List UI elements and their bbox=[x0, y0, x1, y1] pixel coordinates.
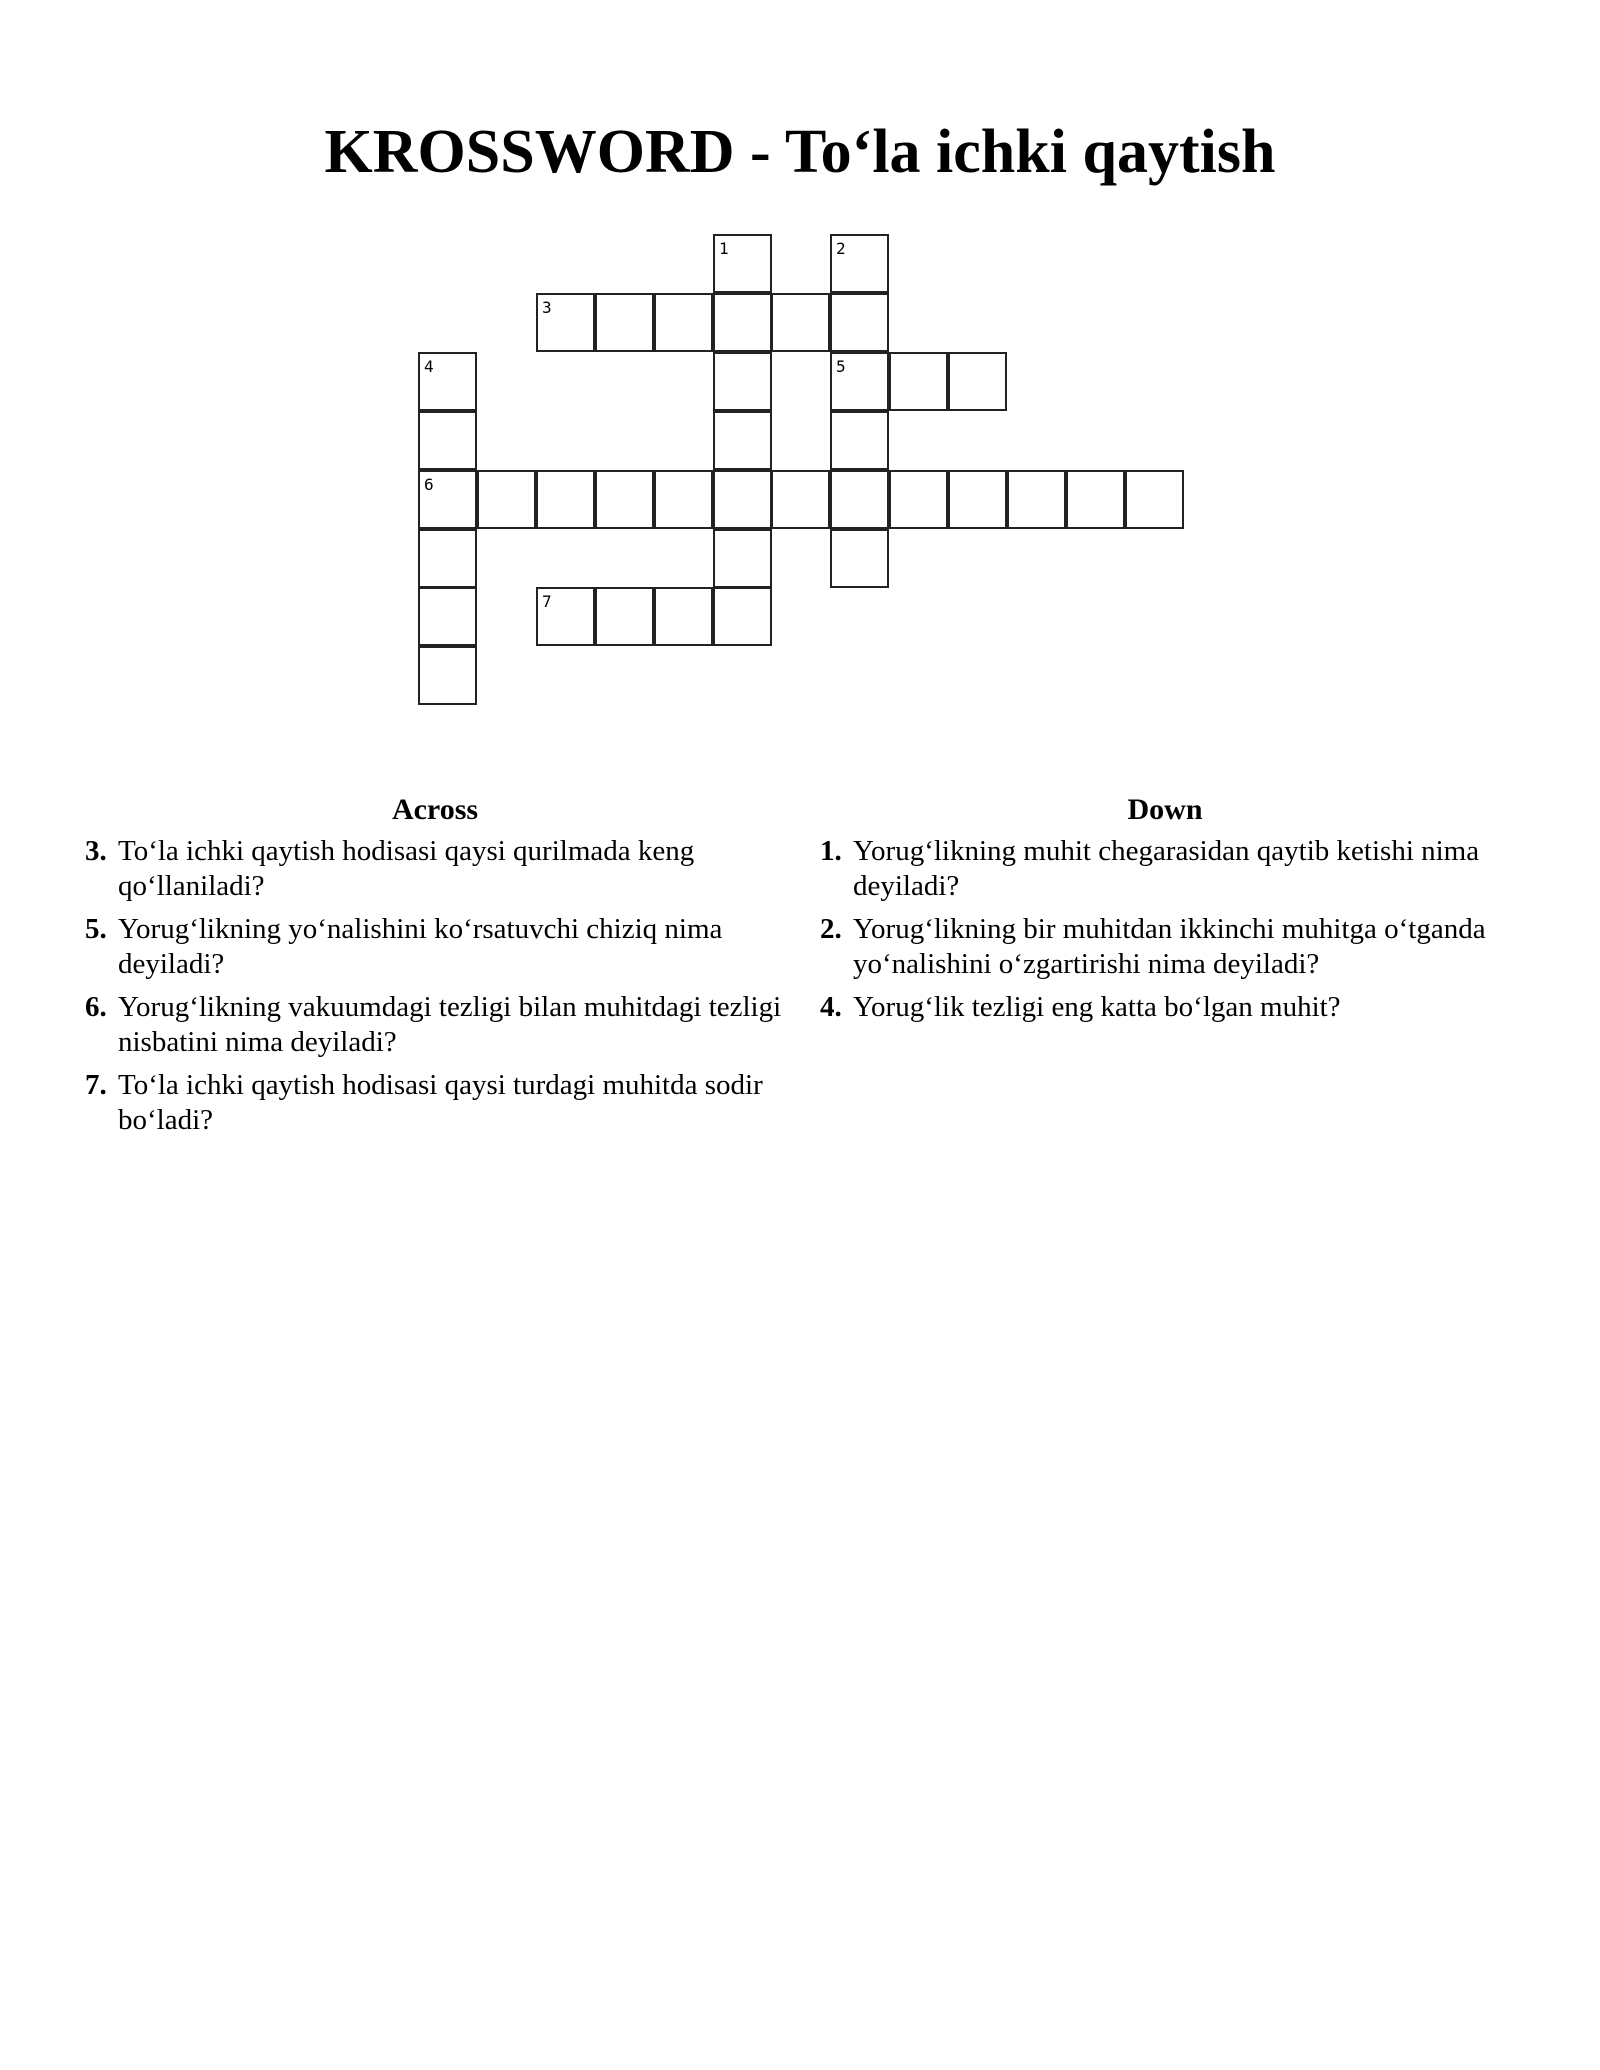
clue-text: Yorug‘likning muhit chegarasidan qaytib ketishi nima deyiladi? bbox=[853, 835, 1480, 902]
down-clue bbox=[820, 834, 1510, 904]
across-heading: Across bbox=[391, 793, 479, 826]
grid-cell[interactable] bbox=[830, 293, 889, 352]
clue-text: Yorug‘likning vakuumdagi tezligi bilan muhitdagi tezligi nisbatini nima deyiladi? bbox=[118, 991, 782, 1058]
clue-number: 4. bbox=[820, 991, 842, 1023]
clue-number: 1. bbox=[820, 835, 842, 867]
across-clue bbox=[85, 834, 785, 904]
grid-cell[interactable] bbox=[477, 470, 536, 529]
grid-cell[interactable] bbox=[418, 470, 477, 529]
clue-number: 3. bbox=[85, 835, 107, 867]
cell-number: 4 bbox=[424, 357, 434, 376]
grid-cell[interactable] bbox=[713, 529, 772, 588]
grid-cell[interactable] bbox=[713, 411, 772, 470]
grid-cell[interactable] bbox=[948, 352, 1007, 411]
grid-cell[interactable] bbox=[771, 470, 830, 529]
cell-number: 7 bbox=[542, 592, 552, 611]
grid-cell[interactable] bbox=[713, 293, 772, 352]
grid-cell[interactable] bbox=[418, 646, 477, 705]
cell-number: 6 bbox=[424, 475, 434, 494]
page-title: KROSSWORD - To‘la ichki qaytish bbox=[324, 118, 1276, 186]
grid-cell[interactable] bbox=[830, 352, 889, 411]
across-clue bbox=[85, 912, 785, 982]
grid-cell[interactable] bbox=[418, 352, 477, 411]
grid-cell[interactable] bbox=[1125, 470, 1184, 529]
grid-cell[interactable] bbox=[713, 587, 772, 646]
clue-text: To‘la ichki qaytish hodisasi qaysi qurilmada keng qo‘llaniladi? bbox=[118, 835, 695, 902]
cell-number: 3 bbox=[542, 298, 552, 317]
across-clue bbox=[85, 1068, 785, 1138]
cell-number: 1 bbox=[719, 239, 729, 258]
grid-cell[interactable] bbox=[1007, 470, 1066, 529]
grid-cell[interactable] bbox=[889, 352, 948, 411]
down-clue bbox=[820, 912, 1510, 982]
grid-cell[interactable] bbox=[830, 529, 889, 588]
grid-cell[interactable] bbox=[595, 587, 654, 646]
grid-cell[interactable] bbox=[1066, 470, 1125, 529]
across-clue bbox=[85, 990, 785, 1060]
clue-text: Yorug‘likning yo‘nalishini ko‘rsatuvchi chiziq nima deyiladi? bbox=[118, 913, 723, 980]
grid-cell[interactable] bbox=[713, 234, 772, 293]
cell-number: 5 bbox=[836, 357, 846, 376]
grid-cell[interactable] bbox=[595, 293, 654, 352]
down-heading: Down bbox=[1127, 793, 1203, 826]
grid-cell[interactable] bbox=[830, 411, 889, 470]
grid-cell[interactable] bbox=[948, 470, 1007, 529]
grid-cell[interactable] bbox=[654, 293, 713, 352]
grid-cell[interactable] bbox=[654, 470, 713, 529]
grid-cell[interactable] bbox=[536, 587, 595, 646]
clue-number: 2. bbox=[820, 913, 842, 945]
grid-cell[interactable] bbox=[889, 470, 948, 529]
grid-cell[interactable] bbox=[536, 470, 595, 529]
grid-cell[interactable] bbox=[595, 470, 654, 529]
clue-text: To‘la ichki qaytish hodisasi qaysi turdagi muhitda sodir bo‘ladi? bbox=[118, 1069, 763, 1136]
clue-number: 7. bbox=[85, 1069, 107, 1101]
down-clue bbox=[820, 990, 1510, 1025]
grid-cell[interactable] bbox=[418, 411, 477, 470]
clue-text: Yorug‘lik tezligi eng katta bo‘lgan muhit? bbox=[853, 991, 1341, 1023]
crossword-grid bbox=[0, 0, 1600, 720]
cell-number: 2 bbox=[836, 239, 846, 258]
grid-cell[interactable] bbox=[830, 234, 889, 293]
grid-cell[interactable] bbox=[418, 529, 477, 588]
across-clues-section bbox=[85, 790, 785, 1146]
clue-number: 5. bbox=[85, 913, 107, 945]
grid-cell[interactable] bbox=[654, 587, 713, 646]
grid-cell[interactable] bbox=[771, 293, 830, 352]
grid-cell[interactable] bbox=[713, 352, 772, 411]
clue-number: 6. bbox=[85, 991, 107, 1023]
down-clue-list bbox=[820, 834, 1510, 1025]
grid-cell[interactable] bbox=[418, 587, 477, 646]
grid-cell[interactable] bbox=[830, 470, 889, 529]
grid-cell[interactable] bbox=[713, 470, 772, 529]
clue-text: Yorug‘likning bir muhitdan ikkinchi muhitga o‘tganda yo‘nalishini o‘zgartirishi nima deyiladi? bbox=[853, 913, 1486, 980]
across-clue-list bbox=[85, 834, 785, 1138]
grid-cell[interactable] bbox=[536, 293, 595, 352]
down-clues-section bbox=[820, 790, 1510, 1033]
